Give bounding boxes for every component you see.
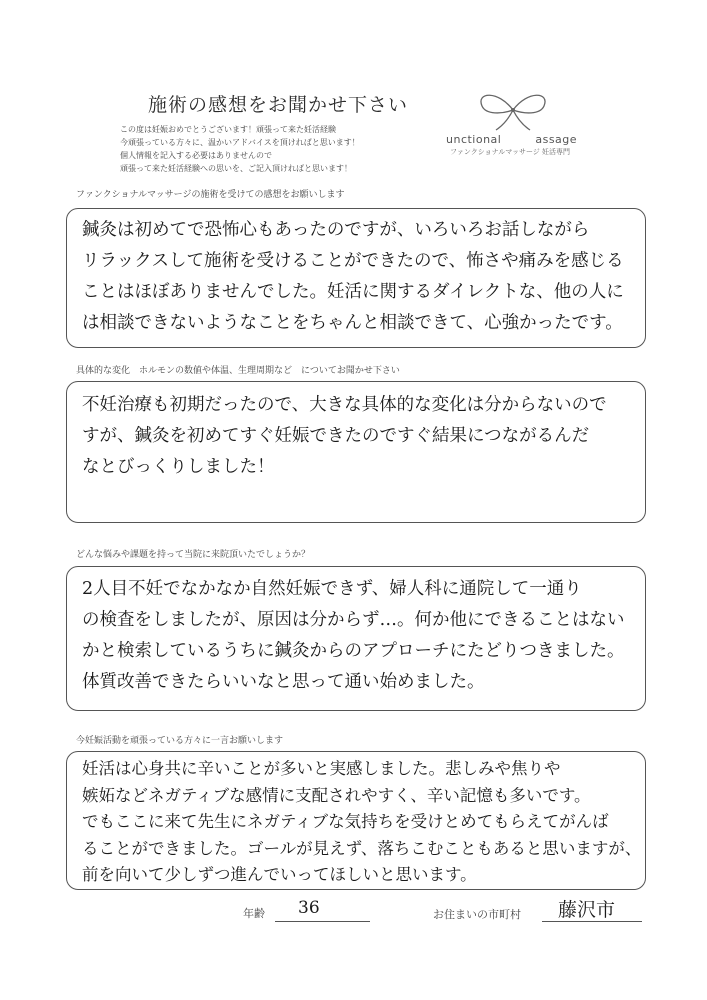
page-title: 施術の感想をお聞かせ下さい: [148, 94, 409, 116]
answer-line: ることができました。ゴールが見えず、落ちこむこともあると思いますが、: [82, 838, 642, 858]
question-2: 具体的な変化 ホルモンの数値や体温、生理周期など についてお聞かせ下さい: [76, 366, 400, 376]
answer-line: なとびっくりしました！: [82, 457, 275, 477]
question-1: ファンクショナルマッサージの施術を受けての感想をお願いします: [76, 190, 345, 200]
intro-line: 個人情報を記入する必要はありませんので: [120, 151, 272, 160]
brand-name: [446, 133, 577, 146]
answer-line: は相談できないようなことをちゃんと相談できて、心強かったです。: [82, 313, 623, 333]
answer-line: 鍼灸は初めてで恐怖心もあったのですが、いろいろお話しながら: [82, 220, 590, 240]
answer-line: すが、鍼灸を初めてすぐ妊娠できたのですぐ結果につながるんだ: [82, 426, 590, 446]
answer-1: [82, 215, 624, 339]
brand-word-1: unctional: [446, 133, 502, 146]
answer-line: リラックスして施術を受けることができたので、怖さや痛みを感じる: [82, 251, 624, 271]
answer-line: ことはほぼありませんでした。妊活に関するダイレクトな、他の人に: [82, 282, 624, 302]
answer-3: [82, 574, 625, 698]
answer-line: 体質改善できたらいいなと思って通い始めました。: [82, 672, 485, 692]
brand-word-2: assage: [535, 133, 578, 146]
answer-4: [82, 756, 641, 889]
age-value: 36: [298, 898, 320, 918]
brand-subtitle: ファンクショナルマッサージ 妊活専門: [450, 148, 571, 156]
ribbon-bow-icon: [468, 88, 558, 132]
intro-line: この度は妊娠おめでとうございます！頑張って来た妊活経験: [120, 125, 336, 134]
answer-line: 2人目不妊でなかなか自然妊娠できず、婦人科に通院して一通り: [82, 579, 582, 599]
answer-line: でもここに来て先生にネガティブな気持ちを受けとめてもらえてがんば: [82, 812, 609, 831]
answer-line: 妊活は心身共に辛いことが多いと実感しました。悲しみや焦りや: [82, 759, 561, 778]
city-label: お住まいの市町村: [433, 908, 521, 921]
intro-text: [120, 123, 360, 175]
answer-line: 前を向いて少しずつ進んでいってほしいと思います。: [82, 865, 477, 884]
answer-line: かと検索しているうちに鍼灸からのアプローチにたどりつきました。: [82, 641, 625, 661]
answer-2: [82, 390, 607, 483]
intro-line: 今頑張っている方々に、温かいアドバイスを頂ければと思います！: [120, 138, 360, 147]
city-value: 藤沢市: [558, 899, 616, 921]
answer-line: 嫉妬などネガティブな感情に支配されやすく、辛い記憶も多いです。: [82, 785, 591, 805]
answer-line: 不妊治療も初期だったので、大きな具体的な変化は分からないので: [82, 395, 607, 415]
question-4: 今妊娠活動を頑張っている方々に一言お願いします: [76, 736, 284, 746]
question-3: どんな悩みや課題を持って当院に来院頂いたでしょうか？: [76, 550, 311, 560]
age-underline: [275, 921, 370, 922]
intro-line: 頑張って来た妊活経験への思いを、ご記入頂ければと思います！: [120, 164, 352, 173]
answer-line: の検査をしましたが、原因は分からず…。何か他にできることはない: [82, 610, 625, 630]
brand-logo: [440, 88, 600, 158]
age-label: 年齢: [243, 907, 265, 920]
